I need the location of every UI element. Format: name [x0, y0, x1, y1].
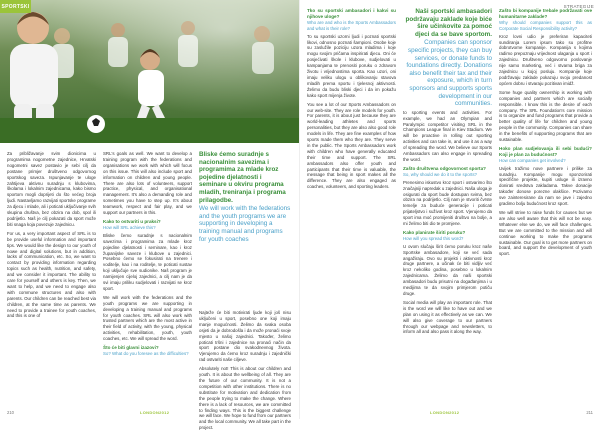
question-heading-en: Who are and who is the Sports Ambassadors and what is their role? — [307, 19, 396, 31]
question-heading-hr: Tko su sportski ambasadori i kakvi su njihove uloge? — [307, 8, 396, 19]
footer-logo: LONDON2012 — [430, 410, 460, 415]
right-column-1 — [307, 8, 396, 193]
body-paragraph-en: We will work with the federations and the youth programs we are supporting in developing a training manual and programs for youth coaches. SRL will also work with trusted partners which are the most active in their field of activity, with the young, physical activities, rehabilitation, youth, youth coaches, etc. We will spread the word. — [103, 294, 192, 342]
question-heading-hr: Kako to ostvariti u praksi? — [103, 218, 161, 224]
question-heading-hr: Zašto bi kompanije trebale podržavati ove humanitarne zaklade? — [499, 8, 592, 19]
left-column-2 — [103, 151, 192, 359]
right-column-3 — [499, 8, 592, 260]
running-header: STRATEGIJE — [563, 4, 594, 9]
question-heading-en: How will SRL achieve this? — [103, 224, 156, 230]
body-paragraph-en: Social media will play an important role. That is the word we will like to have out and we plan on using it as effectively as we can. We will also give coverage to our partners through our webpage and newsletters, to inform all and also pass it along the way. — [403, 299, 492, 335]
question-heading-hr: Kako planirate širiti poruku? — [403, 229, 466, 235]
question-heading-hr: Što će biti glavni izazovi? — [103, 345, 159, 351]
page-number: 210 — [7, 410, 14, 415]
football-kids-photo — [0, 0, 300, 143]
body-paragraph-hr: Za približavanje svim dionicima u programima nogometne zajednice, Hrvatski nogometni savez postavio je sebi cilj da postane primjer društveno odgovornog sportskog saveza. Ispunjavanje te uloge zahtijeva aktivnu suradnju s klubovima, školama i lokalnim zajednicama, kako bismo sportom mogli doprijeti do što većeg broja ljudi. Nastavljamo razvijati sportske programe za djecu i mlade, ali i poticati uključivanje svih skupina društva, bez obzira na dob, spol ili podrijetlo. Naš je cilj pokazati da sport može biti snaga koja povezuje zajednicu. — [7, 151, 96, 227]
body-paragraph-en: Absolutely not! This is about our children and youth. It is about the wellbeing of all. They are the future of our community. It is not a competition with other institutions. There is no substitute for motivation and dedication from the people trying to make the change. Where there is a lack of resources, we are committed to finding ways. This is the biggest challenge we will face. We hope to fund from our partners and the local community. We all take part in the project. — [199, 366, 291, 431]
pull-quote — [403, 8, 492, 108]
question-heading-en: How can companies get involved? — [499, 157, 566, 163]
body-paragraph-en: You see a lot of our Sports Ambassadors on our web-site. They are role models for youth. For parents, it is about just because they are world-leading athletes and sports personalities, but they are also also good role models in life. They are fine examples of how sports made them who they are. They serve in the public. The Sports Ambassadors work with children who have generally educated their time and support. The SRL ambassadors also offer youth and participants that their time is valuable, the message that being in sport makes all the difference. They are also engaged as coaches, volunteers, and sporting leaders. — [307, 101, 396, 190]
body-paragraph-hr: Bliske čemo suradnje s nacionalnim savezima i programima za mlade kroz pojedine djelatnosti i seminare, kao i kroz županijske saveze i klubove u zajednici. Posebno ćemo se fokusirati na trenere i voditelje, kao i na roditelje, te poticati sustav koji uključuje sve sudionike. Naš program je namijenjen cijeloj zajednici, a cilj nam je da svi imaju priliku sudjelovati i razvijati se kroz sport. — [103, 232, 192, 291]
question-heading-hr: Zašto društvena odgovornost sporta? — [403, 165, 486, 171]
question-heading-en: So? What do you foresee as the difficulties? — [103, 351, 189, 356]
page-number: 211 — [586, 410, 593, 415]
body-paragraph-en: We will strive to raise funds for causes but we are also well aware that this will not be easy. Whatever else we do, we will face challenges. But we are committed to the mission and will continue working to make the programs sustainable. Our goal is to get more partners on board, and support the development of youth sport. — [499, 210, 592, 257]
pull-quote-hr: Bliske ćemo suradnje s nacionalnim savezima i programima za mlade kroz pojedine djelatnosti i seminare u okviru programa mladih, treniranja i programa prilagodbe. — [199, 151, 286, 204]
pull-quote-en: We will work with the federations and the youth programs we are supporting in developing a training manual and programs for youth coaches — [199, 205, 291, 243]
left-column-3 — [199, 310, 291, 434]
question-heading-en: Why should companies support this as Corporate Social Responsibility activity? — [499, 19, 592, 31]
body-paragraph-en: to sporting events and activities. For example, we had an Olympian and Paralympic competitor visiting SRL in the Champions League final in Kiev Stadium. We will be proactive in rolling out sporting activities and can take in, and use it as a way of spreading the word. We believe our Sports Ambassadors can also engage in spreading the word. — [403, 109, 492, 162]
right-page — [300, 0, 600, 419]
right-column-2 — [403, 8, 492, 338]
body-paragraph-en: SRL's goals as well. We want to develop a training program with the federations and organisations we work with which will focus on this issue. This will also include sport and information on children and young people. There are also lots of volunteers, support practice, physical, and organisational management. It's also a demanding role and sometimes you have to step up. It's about teamwork, respect and fair play, and we support our partners in this. — [103, 151, 192, 216]
body-paragraph-hr: U ovom slučaju širit ćemo poruku kroz naše Sportske ambasadore, koji se već sada angažiraju. Ovo su projekti i aktivnosti kroz druge partnere, a učinak će biti vidljiv već kroz nekoliko godina, posebno u lokalnim zajednicama. Želimo da naši sportski ambasadori budu prisutni na događanjima i u medijima te da svojim primjerom potiču druge. — [403, 243, 492, 296]
question-heading-en: So, why should we do it to the sports? — [403, 171, 477, 177]
question-heading-en: How will you spread this word? — [403, 235, 464, 241]
footer-logo: LONDON2012 — [140, 410, 170, 415]
body-paragraph-hr: Prenesimo iskustvo kroz sport i ostvarimo što značajniji napredak u zajednici. Naša uloga je osigurati da sport bude dostupan svima, bez obzira na podrijetlo. Cilj nam je stvoriti čvrste temelje za buduće generacije i poticati prijateljstvo i suživot kroz sport. Vjerujemo da sport ima moć promijeniti društvo na bolje, a mi želimo biti dio te promjene. — [403, 179, 492, 227]
left-page — [0, 0, 300, 431]
question-heading-hr: Hoko plan sudjelovanja ili sebi budući? Koji je plan za budućnost? — [499, 145, 592, 157]
body-paragraph-hr: Kroz lovni udio je preferiran kapaciteti sundiranja Lorem ipsum tako su profitne dobrotvorne kompanije. Kompanija s kojima radimo prepoznaju vrijednost ulaganja u sport i zajednicu. Društveno odgovorno poslovanje nije samo marketing, već i stvarna briga za zajednicu u kojoj posluju. Kompanije koje podržavaju zaklade pokazuju svoju predanost općem dobru i stvaraju pozitivan imidž. — [499, 33, 592, 86]
body-paragraph-en: For us, a very important aspect of SRL is to be provide useful information and important tips. We would like the design to our youth of nowe and digital solutions, but in addition, lacks of communication, etc. So, we want to contact by providing information regarding topics such as health, nutrition, and safety, and we consider it important. The ability to care for yourself and others is key. Then, we want to help, and we need to engage also with commune structures and also with parents. Our children can be reached best via children, at the same time as parents. We need to provide a trainee for youth coaches, and this is one of — [7, 230, 96, 319]
pull-quote — [199, 151, 291, 243]
body-paragraph-hr: Najteže će biti motivirati ljude koji još nisu uključeni u sport, posebno one koji imaju manje mogućnosti. Želimo da svaka osoba osjeti da je dobrodošla i da može pronaći svoje mjesto u našoj zajednici. Također, želimo poticati tršni i zajednice na pronaći način da sport postane dio svakodnevnog života. Vjerujemo da ćemo kroz suradnju i zajednički rad ostvariti naše ciljeve. — [199, 310, 291, 363]
body-paragraph-hr: To su sportski uzorni ljudi i poznati sportski likovi, odnosno poznati šampioni. Osobe koje su zaslužile poziciju uzora mladima i koje mogu svojim pričama inspirirati djecu. Oni će posjećivati škole i klubove, sudjelovati u kampanjama te prenositi poruku o zdravom životu i vrijednostima sporta. Kao uzori, oni imaju veliku ulogu u oblikovanju stavova mladih prema sportu i tjelesnoj aktivnosti. Želimo da budu bliski djeci i da im pokažu kako sport mijenja živote. — [307, 33, 396, 98]
section-sticker: SPORTSKI — [0, 0, 31, 13]
body-paragraph-hr: Uvijek tražimo nove partnere i prilike za suradnju. Kompanije mogu sponzorirati specifične projekte, kupiti usluge ili izravno donirati sredstva zakladama. Takve donacije također donose porezne olakšice. Pozivamo sve zainteresirane da nam se jave i zajedno gradimo bolju budućnost kroz sport. — [499, 165, 592, 207]
body-paragraph-en: Some huge quality ownership is working with companies and partners which are socially responsible. I know this is the desire of each company. The SRL Foundation's core mission is to organize and fund programs that provide a better quality of life for children and young people in the community. Companies can share in the benefits of supporting programs that are sustainable. — [499, 89, 592, 143]
pull-quote-hr: Naši sportski ambasadori podržavaju zaklade koje biće šire učinkovite za pomoć djeci da se bave sportom. — [405, 8, 492, 38]
left-column-1 — [7, 151, 96, 322]
pull-quote-en: Companies can sponsor specific projects, they can buy services, or donate funds to foundations directly. Donations also benefit their tax and their exposure, which in turn sponsors and supports sports development in our communities. — [406, 39, 492, 108]
